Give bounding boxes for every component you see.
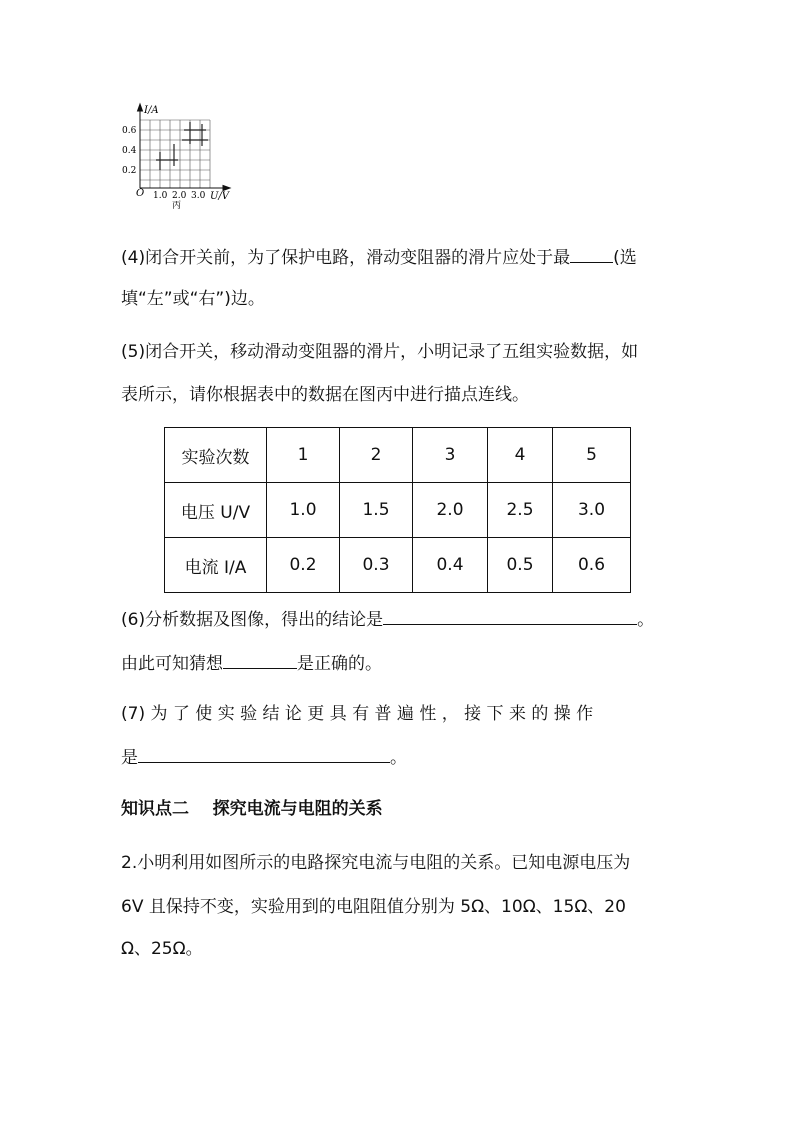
table-cell: 0.4 bbox=[413, 538, 488, 593]
q6-line-2 bbox=[121, 650, 681, 675]
q4-suffix: (选 bbox=[613, 248, 637, 268]
y-axis-arrow bbox=[138, 104, 143, 111]
x-axis-label: U/V bbox=[210, 191, 230, 202]
table-cell: 2.5 bbox=[488, 483, 553, 538]
axes bbox=[138, 104, 231, 191]
y-tick-label: 0.4 bbox=[122, 146, 137, 156]
q2-line-1: 2.小明利用如图所示的电路探究电流与电阻的关系。已知电源电压为 bbox=[121, 853, 631, 873]
table-cell: 1.0 bbox=[267, 483, 340, 538]
table-cell: 实验次数 bbox=[165, 428, 267, 483]
y-tick-label: 0.6 bbox=[122, 126, 137, 136]
graph-bing bbox=[118, 100, 248, 212]
table-cell: 0.5 bbox=[488, 538, 553, 593]
table-cell: 电压 U/V bbox=[165, 483, 267, 538]
section-heading: 知识点二 探究电流与电阻的关系 bbox=[121, 799, 383, 819]
x-tick-label: 1.0 bbox=[153, 191, 168, 201]
table-cell: 5 bbox=[553, 428, 631, 483]
q6-line-1 bbox=[121, 606, 681, 631]
table-cell: 3.0 bbox=[553, 483, 631, 538]
q7-line2-suffix: 。 bbox=[390, 748, 407, 768]
table-cell: 4 bbox=[488, 428, 553, 483]
table-cell: 1.5 bbox=[340, 483, 413, 538]
x-axis-arrow bbox=[223, 186, 230, 191]
q7-line2-prefix: 是 bbox=[121, 748, 138, 768]
y-tick-label: 0.2 bbox=[122, 166, 137, 176]
x-tick-label: 3.0 bbox=[191, 191, 206, 201]
q5-line-2: 表所示，请你根据表中的数据在图丙中进行描点连线。 bbox=[121, 385, 529, 405]
q6-suffix: 。 bbox=[637, 610, 655, 630]
q7-operation-blank[interactable] bbox=[138, 744, 390, 763]
graph-caption: 丙 bbox=[172, 201, 182, 211]
q6-guess-blank[interactable] bbox=[223, 650, 297, 669]
table-cell: 0.2 bbox=[267, 538, 340, 593]
q7-line-1: (7) 为 了 使 实 验 结 论 更 具 有 普 遍 性 ， 接 下 来 的 操 作 bbox=[121, 704, 594, 724]
table-cell: 2 bbox=[340, 428, 413, 483]
origin-label: O bbox=[136, 188, 145, 199]
table-row-voltage bbox=[165, 483, 631, 538]
q4-line-1 bbox=[121, 244, 681, 269]
q7-line-2 bbox=[121, 744, 681, 769]
q4-answer-blank[interactable] bbox=[570, 244, 613, 263]
table-cell: 2.0 bbox=[413, 483, 488, 538]
q6-prefix: (6)分析数据及图像，得出的结论是 bbox=[121, 610, 384, 630]
q2-line-3: Ω、25Ω。 bbox=[121, 939, 203, 959]
table-cell: 电流 I/A bbox=[165, 538, 267, 593]
x-tick-label: 2.0 bbox=[172, 191, 187, 201]
q5-line-1: (5)闭合开关，移动滑动变阻器的滑片，小明记录了五组实验数据，如 bbox=[121, 342, 639, 362]
table-cell: 3 bbox=[413, 428, 488, 483]
table-row-header bbox=[165, 428, 631, 483]
data-table bbox=[164, 427, 631, 593]
q2-line-2: 6V 且保持不变，实验用到的电阻阻值分别为 5Ω、10Ω、15Ω、20 bbox=[121, 897, 626, 917]
y-axis-label: I/A bbox=[144, 105, 159, 116]
q6-line2-prefix: 由此可知猜想 bbox=[121, 654, 223, 674]
q6-conclusion-blank[interactable] bbox=[383, 606, 637, 625]
table-row-current bbox=[165, 538, 631, 593]
table-cell: 1 bbox=[267, 428, 340, 483]
q4-prefix: (4)闭合开关前，为了保护电路，滑动变阻器的滑片应处于最 bbox=[121, 248, 571, 268]
q6-line2-suffix: 是正确的。 bbox=[297, 654, 382, 674]
table-cell: 0.3 bbox=[340, 538, 413, 593]
q4-line-2: 填“左”或“右”)边。 bbox=[121, 289, 265, 309]
table-cell: 0.6 bbox=[553, 538, 631, 593]
